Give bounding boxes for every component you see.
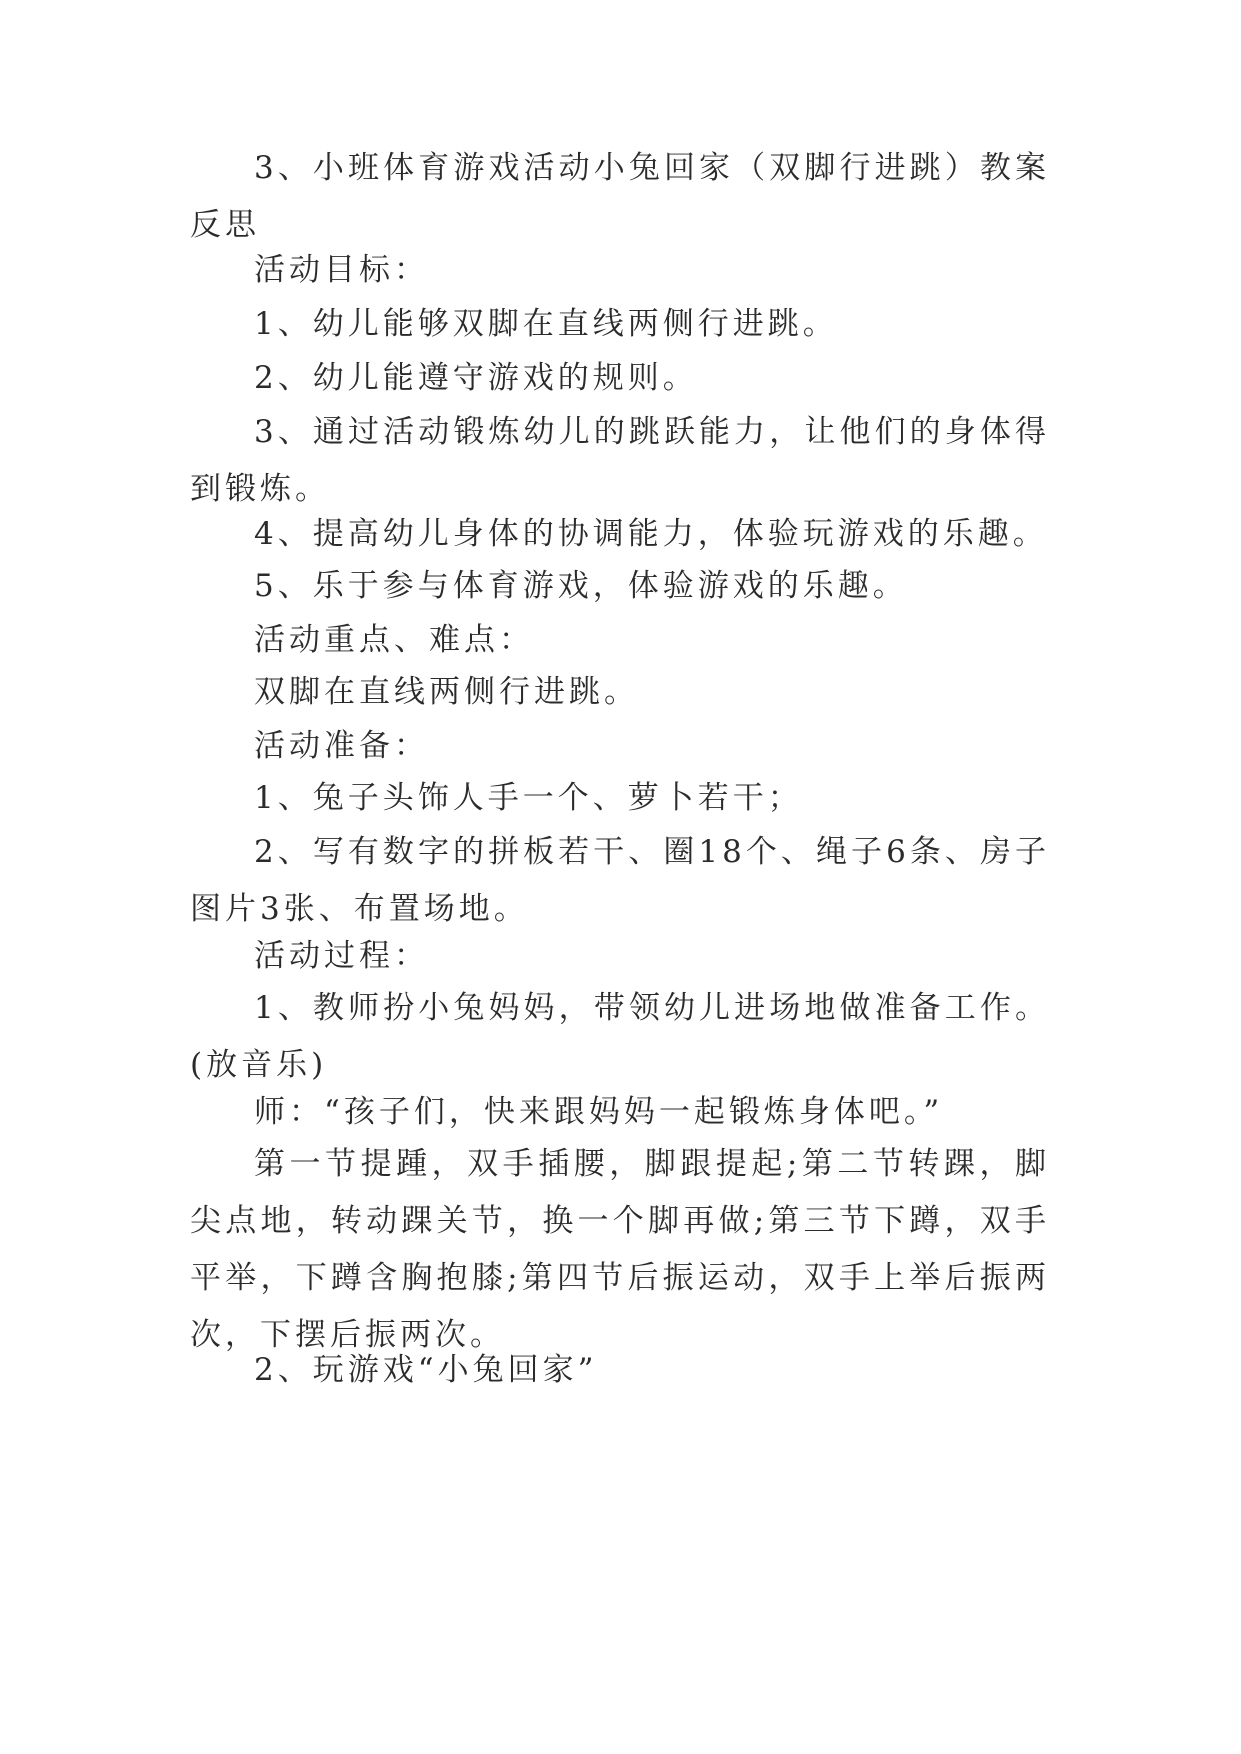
process-step-2: 2、玩游戏“小兔回家” [254, 1352, 598, 1388]
preparation-item-2: 2、写有数字的拼板若干、圈18个、绳子6条、房子图片3张、布置场地。 [190, 834, 1050, 927]
goal-item-5: 5、乐于参与体育游戏，体验游戏的乐趣。 [254, 568, 908, 604]
heading-process: 活动过程： [254, 938, 429, 974]
goal-item-2: 2、幼儿能遵守游戏的规则。 [254, 360, 698, 396]
process-step-1: 1、教师扮小兔妈妈，带领幼儿进场地做准备工作。(放音乐) [190, 990, 1050, 1083]
goal-item-1: 1、幼儿能够双脚在直线两侧行进跳。 [254, 306, 838, 342]
heading-preparation: 活动准备： [254, 728, 429, 764]
teacher-quote: 师：“孩子们，快来跟妈妈一起锻炼身体吧。” [254, 1094, 944, 1130]
preparation-item-1: 1、兔子头饰人手一个、萝卜若干； [254, 780, 803, 816]
goal-item-3: 3、通过活动锻炼幼儿的跳跃能力，让他们的身体得到锻炼。 [190, 414, 1050, 507]
heading-key-points: 活动重点、难点： [254, 622, 534, 658]
heading-activity-goals: 活动目标： [254, 252, 429, 288]
section-title: 3、小班体育游戏活动小兔回家（双脚行进跳）教案反思 [190, 150, 1050, 243]
goal-item-4: 4、提高幼儿身体的协调能力，体验玩游戏的乐趣。 [254, 516, 1048, 552]
key-points-text: 双脚在直线两侧行进跳。 [254, 674, 639, 710]
warmup-exercise-description: 第一节提踵，双手插腰，脚跟提起;第二节转踝，脚尖点地，转动踝关节，换一个脚再做;第三节下蹲，双手平举，下蹲含胸抱膝;第四节后振运动，双手上举后振两次，下摆后振两次。 [190, 1146, 1050, 1353]
